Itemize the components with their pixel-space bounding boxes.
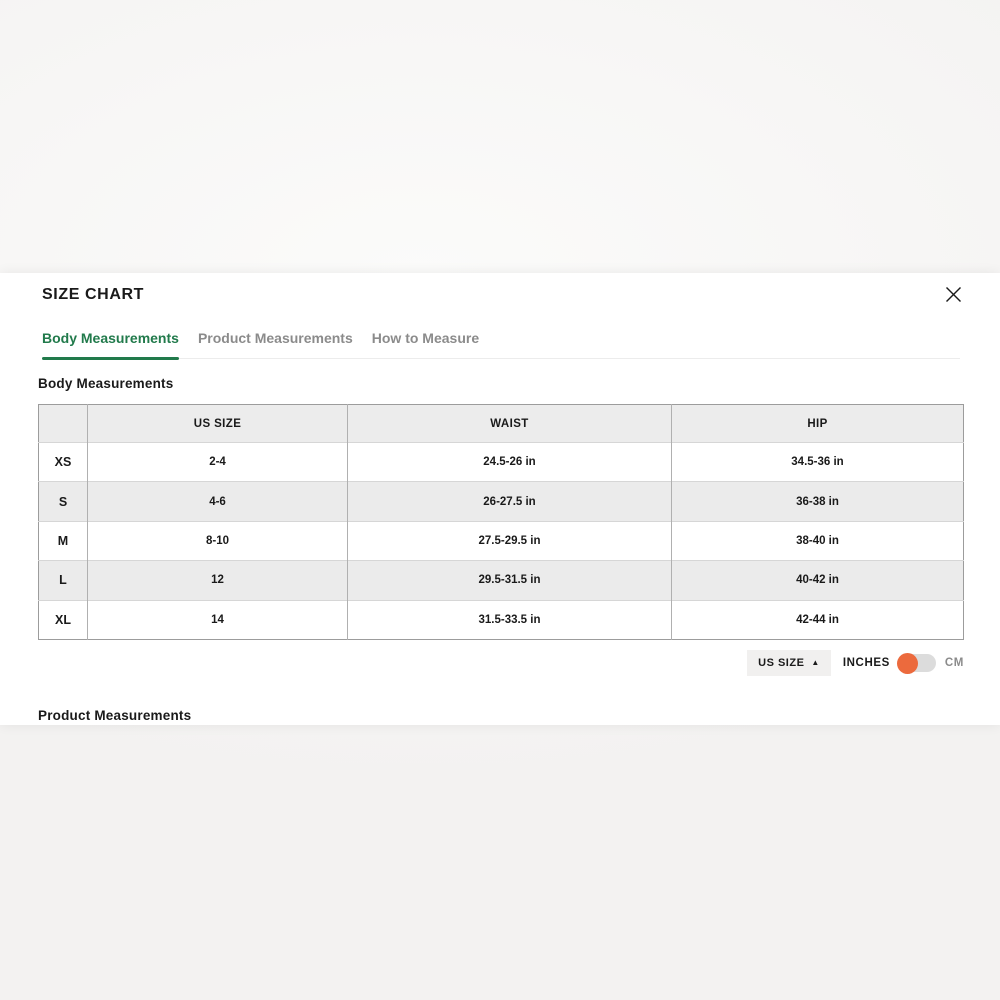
inches-label: INCHES [842, 657, 890, 669]
waist-cell: 27.5-29.5 in [348, 521, 672, 560]
waist-cell: 31.5-33.5 in [348, 600, 672, 639]
hip-cell: 42-44 in [672, 600, 964, 639]
waist-cell: 24.5-26 in [348, 443, 672, 482]
hip-cell: 34.5-36 in [672, 443, 964, 482]
us-size-cell: 14 [88, 600, 348, 639]
product-measurements-heading: Product Measurements [38, 708, 192, 723]
column-header-hip: HIP [672, 405, 964, 443]
table-row [39, 482, 964, 521]
close-icon [945, 286, 962, 306]
us-size-cell: 2-4 [88, 443, 348, 482]
size-cell: S [39, 482, 88, 521]
size-cell: XL [39, 600, 88, 639]
column-header-waist: WAIST [348, 405, 672, 443]
size-cell: XS [39, 443, 88, 482]
column-header-us-size: US SIZE [88, 405, 348, 443]
hip-cell: 36-38 in [672, 482, 964, 521]
tab-how-to-measure[interactable]: How to Measure [371, 330, 480, 346]
us-size-cell: 12 [88, 561, 348, 600]
table-row [39, 600, 964, 639]
body-measurements-table [38, 404, 964, 640]
modal-title: SIZE CHART [42, 286, 144, 303]
size-cell: L [39, 561, 88, 600]
waist-cell: 29.5-31.5 in [348, 561, 672, 600]
tab-body-measurements[interactable]: Body Measurements [42, 330, 179, 358]
size-system-label: US SIZE [758, 657, 805, 669]
cm-label: CM [944, 657, 964, 669]
hip-cell: 40-42 in [672, 561, 964, 600]
unit-toggle[interactable] [899, 654, 936, 672]
size-chart-modal [0, 273, 1000, 725]
measurement-tabs [42, 330, 960, 359]
hip-cell: 38-40 in [672, 521, 964, 560]
body-measurements-heading: Body Measurements [38, 376, 174, 391]
table-row [39, 521, 964, 560]
table-row [39, 443, 964, 482]
unit-controls [747, 650, 964, 676]
toggle-knob-icon [897, 653, 918, 674]
size-system-dropdown[interactable] [747, 650, 831, 676]
us-size-cell: 4-6 [88, 482, 348, 521]
size-cell: M [39, 521, 88, 560]
table-row [39, 561, 964, 600]
waist-cell: 26-27.5 in [348, 482, 672, 521]
column-header-blank [39, 405, 88, 443]
chevron-up-icon: ▲ [811, 658, 820, 667]
tab-product-measurements[interactable]: Product Measurements [197, 330, 353, 346]
us-size-cell: 8-10 [88, 521, 348, 560]
close-button[interactable] [940, 283, 966, 309]
table-header-row [39, 405, 964, 443]
